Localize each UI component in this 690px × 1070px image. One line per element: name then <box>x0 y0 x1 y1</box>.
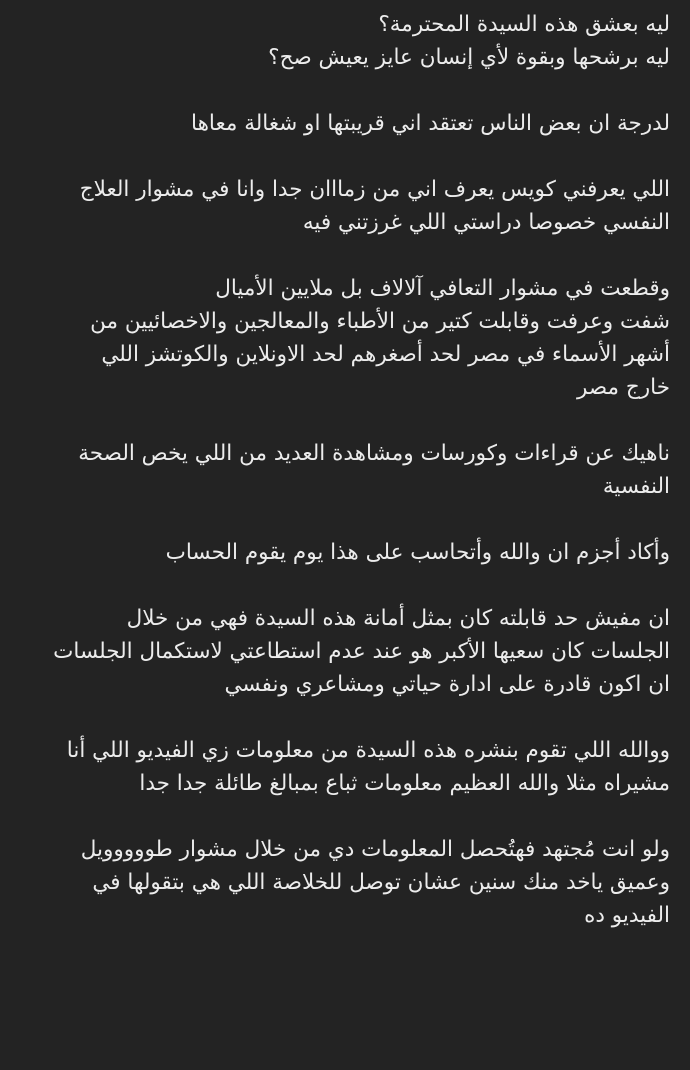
post-text-line: النفسي خصوصا دراستي اللي غرزتني فيه <box>302 210 670 235</box>
post-paragraph <box>26 272 670 404</box>
post-text-line: ولو انت مُجتهد فهتُحصل المعلومات دي من خلال مشوار طووووويل <box>80 837 670 862</box>
post-text-line: خارج مصر <box>577 375 670 400</box>
post-text-line: ليه بعشق هذه السيدة المحترمة؟ <box>378 12 670 37</box>
post-text-line: ووالله اللي تقوم بنشره هذه السيدة من معلومات زي الفيديو اللي أنا <box>66 738 670 763</box>
post-text-line: ان اكون قادرة على ادارة حياتي ومشاعري ونفسي <box>224 672 670 697</box>
post-text-line: مشيراه مثلا والله العظيم معلومات ثباع بمبالغ طائلة جدا جدا <box>139 771 670 796</box>
post-text-line: وقطعت في مشوار التعافي آلالاف بل ملايين الأميال <box>215 276 670 301</box>
post-paragraph <box>26 536 670 569</box>
post-text-line: الجلسات كان سعيها الأكبر هو عند عدم استطاعتي لاستكمال الجلسات <box>53 639 670 664</box>
post-text-line: ناهيك عن قراءات وكورسات ومشاهدة العديد من اللي يخص الصحة <box>78 441 670 466</box>
post-text-line: النفسية <box>602 474 670 499</box>
post-paragraph <box>26 437 670 503</box>
post-text-line: ليه برشحها وبقوة لأي إنسان عايز يعيش صح؟ <box>268 45 670 70</box>
post-text-line: الفيديو ده <box>584 903 670 928</box>
post-text-line: اللي يعرفني كويس يعرف اني من زمااان جدا وانا في مشوار العلاج <box>79 177 670 202</box>
post-paragraph <box>26 833 670 932</box>
post-paragraph <box>26 734 670 800</box>
post-paragraph <box>26 8 670 74</box>
post-text-line: وعميق ياخد منك سنين عشان توصل للخلاصة اللي هي بتقولها في <box>92 870 670 895</box>
post-text-line: وأكاد أجزم ان والله وأتحاسب على هذا يوم يقوم الحساب <box>165 540 670 565</box>
post-text-line: لدرجة ان بعض الناس تعتقد اني قريبتها او شغالة معاها <box>191 111 670 136</box>
post-text-line: ان مفيش حد قابلته كان بمثل أمانة هذه السيدة فهي من خلال <box>126 606 670 631</box>
post-text-line: شفت وعرفت وقابلت كتير من الأطباء والمعالجين والاخصائيين من <box>90 309 670 334</box>
post-paragraph <box>26 173 670 239</box>
post-text-line: أشهر الأسماء في مصر لحد أصغرهم لحد الاونلاين والكوتشز اللي <box>101 342 670 367</box>
post-paragraph <box>26 107 670 140</box>
post-paragraph <box>26 602 670 701</box>
